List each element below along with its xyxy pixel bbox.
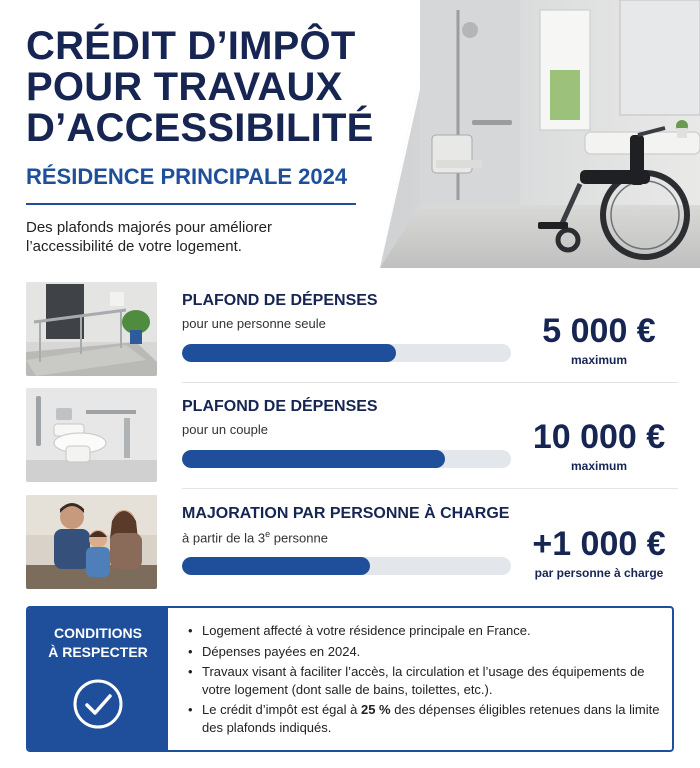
- conditions-title: [28, 624, 168, 662]
- row-sublabel: pour un couple: [182, 422, 269, 437]
- accessible-toilet-photo: [26, 388, 157, 482]
- ramp-photo: [26, 282, 157, 376]
- progress-fill: [182, 344, 396, 362]
- page-subtitle: RÉSIDENCE PRINCIPALE 2024: [26, 164, 348, 189]
- title-line-2: POUR TRAVAUX: [26, 65, 343, 109]
- ceiling-row-couple: [26, 388, 674, 484]
- progress-fill: [182, 557, 370, 575]
- row-divider: [182, 488, 678, 489]
- amount-unit: maximum: [570, 353, 628, 367]
- wheelchair-bathroom-photo: [380, 0, 700, 268]
- conditions-side-panel: [28, 608, 168, 750]
- page-title: [26, 26, 376, 149]
- condition-item: [186, 701, 666, 736]
- progress-fill: [182, 450, 445, 468]
- condition-text: Le crédit d’impôt est égal à: [202, 702, 361, 717]
- lead-text: Des plafonds majorés pour améliorer l’accessibilité de votre logement.: [26, 219, 272, 255]
- conditions-list: [186, 622, 666, 739]
- check-circle-icon: [72, 678, 124, 730]
- title-line-3: D’ACCESSIBILITÉ: [26, 106, 374, 150]
- condition-item: • Travaux visant à faciliter l’accès, la circulation et l’usage des équipements de votre logement (dont salle de bains, toilettes, etc.).: [186, 663, 666, 698]
- title-divider: [26, 203, 356, 205]
- row-sublabel: pour une personne seule: [182, 316, 326, 331]
- amount-value: 5 000 €: [542, 312, 656, 350]
- condition-item: • Logement affecté à votre résidence principale en France.: [186, 622, 666, 640]
- row-label: PLAFOND DE DÉPENSES: [182, 398, 378, 415]
- row-divider: [182, 382, 678, 383]
- progress-bar: [182, 557, 511, 575]
- amount-unit: par personne à charge: [534, 566, 664, 580]
- sublabel-ordinal: e: [265, 529, 271, 539]
- row-sublabel: [182, 529, 328, 545]
- condition-text-end: des dépenses éligibles retenues dans la limite des plafonds indiqués.: [202, 702, 660, 735]
- ceiling-row-single: [26, 282, 674, 378]
- sublabel-text-end: personne: [270, 530, 328, 546]
- condition-rate: 25 %: [360, 702, 391, 717]
- dependent-increase-row: [26, 495, 674, 591]
- conditions-box: [26, 606, 674, 752]
- sublabel-text: à partir de la 3: [182, 530, 266, 546]
- amount-unit: maximum: [570, 459, 628, 473]
- conditions-title-line-2: À RESPECTER: [48, 644, 148, 660]
- row-label: MAJORATION PAR PERSONNE À CHARGE: [182, 505, 510, 522]
- family-photo: [26, 495, 157, 589]
- row-label: PLAFOND DE DÉPENSES: [182, 292, 378, 309]
- title-line-1: CRÉDIT D’IMPÔT: [26, 24, 356, 68]
- conditions-title-line-1: CONDITIONS: [54, 625, 142, 641]
- amount-value: 10 000 €: [532, 418, 666, 456]
- condition-item: • Dépenses payées en 2024.: [186, 643, 666, 661]
- progress-bar: [182, 344, 511, 362]
- progress-bar: [182, 450, 511, 468]
- amount-value: +1 000 €: [532, 525, 666, 563]
